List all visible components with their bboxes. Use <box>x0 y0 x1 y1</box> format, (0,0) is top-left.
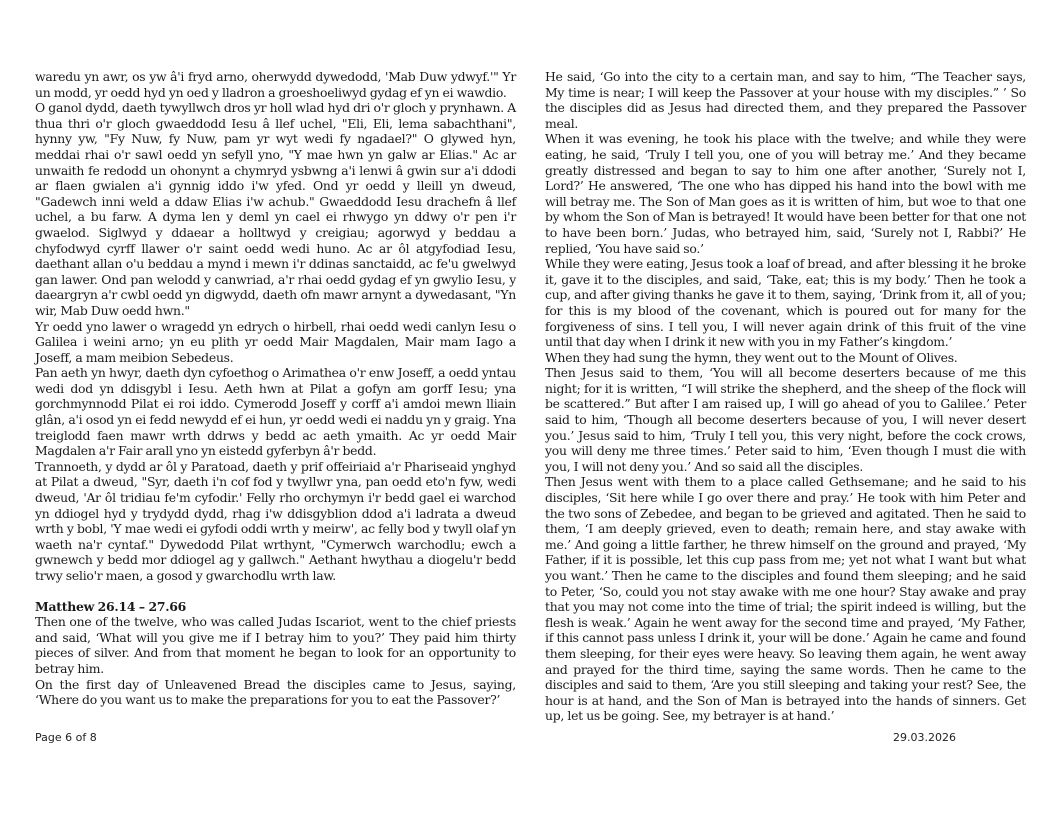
welsh-paragraph: Yr oedd yno lawer o wragedd yn edrych o hirbell, rhai oedd wedi canlyn Iesu o Galilea i weini arno; yn eu plith yr oedd Mair Magdalen, Mair mam Iago a Joseff, a mam meibion Sebedeus. <box>35 318 516 365</box>
footer-date: 29.03.2026 <box>893 731 956 744</box>
english-paragraph: Then Jesus went with them to a place called Gethsemane; and he said to his disciples, ‘Sit here while I go over there and pray.’ He took with him Peter and the two sons of Zebedee, and began to be grieved and agitated. Then he said to them, ‘I am deeply grieved, even to death; remain here, and stay awake with me.’ And going a little farther, he threw himself on the ground and prayed, ‘My Father, if it is possible, let this cup pass from me; yet not what I want but what you want.’ Then he came to the disciples and found them sleeping; and he said to Peter, ‘So, could you not stay awake with me one hour? Stay awake and pray that you may not come into the time of trial; the spirit indeed is willing, but the flesh is weak.’ Again he went away for the second time and prayed, ‘My Father, if this cannot pass unless I drink it, your will be done.’ Again he came and found them sleeping, for their eyes were heavy. So leaving them again, he went away and prayed for the third time, saying the same words. Then he came to the disciples and said to them, ‘Are you still sleeping and taking your rest? See, the hour is at hand, and the Son of Man is betrayed into the hands of sinners. Get up, let us be going. See, my betrayer is at hand.’ <box>545 474 1026 724</box>
welsh-paragraph: O ganol dydd, daeth tywyllwch dros yr holl wlad hyd dri o'r gloch y prynhawn. A thua thri o'r gloch gwaeddodd Iesu â llef uchel, "Eli, Eli, lema sabachthani", hynny yw, "Fy Nuw, fy Nuw, pam yr wyt wedi fy ngadael?" O glywed hyn, meddai rhai o'r sawl oedd yn sefyll yno, "Y mae hwn yn galw ar Elias." Ac ar unwaith fe redodd un ohonynt a chymryd ysbwng a'i lenwi â gwin sur a'i ddodi ar flaen gwialen a'i gynnig iddo i'w yfed. Ond yr oedd y lleill yn dweud, "Gadewch inni weld a ddaw Elias i'w achub." Gwaeddodd Iesu drachefn â llef uchel, a bu farw. A dyma len y deml yn cael ei rhwygo yn ddwy o'r pen i'r gwaelod. Siglwyd y ddaear a holltwyd y creigiau; agorwyd y beddau a chyfodwyd cyrff llawer o'r saint oedd wedi huno. Ac ar ôl atgyfodiad Iesu, daethant allan o'u beddau a mynd i mewn i'r ddinas sanctaidd, ac fe'u gwelwyd gan lawer. Ond pan welodd y canwriad, a'r rhai oedd gydag ef yn gwylio Iesu, y daeargryn a'r cwbl oedd yn digwydd, daeth ofn mawr arnynt a dywedasant, "Yn wir, Mab Duw oedd hwn." <box>35 100 516 318</box>
welsh-paragraph: Pan aeth yn hwyr, daeth dyn cyfoethog o Arimathea o'r enw Joseff, a oedd yntau wedi dod yn ddisgybl i Iesu. Aeth hwn at Pilat a gofyn am gorff Iesu; yna gorchmynnodd Pilat ei roi iddo. Cymerodd Joseff y corff a'i amdoi mewn lliain glân, a'i osod yn ei fedd newydd ef ei hun, yr oedd wedi ei naddu yn y graig. Yna treiglodd faen mawr wrth ddrws y bedd ac aeth ymaith. Ac yr oedd Mair Magdalen a'r Fair arall yno yn eistedd gyferbyn â'r bedd. <box>35 365 516 459</box>
passage-heading: Matthew 26.14 – 27.66 <box>35 598 187 614</box>
english-paragraph: On the first day of Unleavened Bread the disciples came to Jesus, saying, ‘Where do you want us to make the preparations for you to eat the Passover?’ <box>35 676 516 708</box>
english-paragraph: When they had sung the hymn, they went out to the Mount of Olives. <box>545 349 958 365</box>
english-paragraph: Then Jesus said to them, ‘You will all become deserters because of me this night; for it is written, “I will strike the shepherd, and the sheep of the flock will be scattered.” But after I am raised up, I will go ahead of you to Galilee.’ Peter said to him, ‘Though all become deserters because of you, I will never desert you.’ Jesus said to him, ‘Truly I tell you, this very night, before the cock crows, you will deny me three times.’ Peter said to him, ‘Even though I must die with you, I will not deny you.’ And so said all the disciples. <box>545 365 1026 474</box>
english-paragraph: Then one of the twelve, who was called Judas Iscariot, went to the chief priests and said, ‘What will you give me if I betray him to you?’ They paid him thirty pieces of silver. And from that moment he began to look for an opportunity to betray him. <box>35 614 516 676</box>
right-text-column <box>545 69 1026 724</box>
welsh-paragraph: Trannoeth, y dydd ar ôl y Paratoad, daeth y prif offeiriaid a'r Phariseaid ynghyd at Pilat a dweud, "Syr, daeth i'n cof fod y twyllwr yna, pan oedd eto'n fyw, wedi dweud, 'Ar ôl tridiau fe'm cyfodir.' Felly rho orchymyn i'r bedd gael ei warchod yn ddiogel hyd y trydydd dydd, rhag i'w ddisgyblion ddod a'i ladrata a dweud wrth y bobl, 'Y mae wedi ei gyfodi oddi wrth y meirw', ac felly bod y twyll olaf yn waeth na'r cyntaf." Dywedodd Pilat wrthynt, "Cymerwch warchodlu; ewch a gwnewch y bedd mor ddiogel ag y gallwch." Aethant hwythau a diogelu'r bedd trwy selio'r maen, a gosod y gwarchodlu wrth law. <box>35 458 516 583</box>
page-number: Page 6 of 8 <box>35 731 97 744</box>
english-paragraph: He said, ‘Go into the city to a certain man, and say to him, “The Teacher says, My time is near; I will keep the Passover at your house with my disciples.” ’ So the disciples did as Jesus had directed them, and they prepared the Passover meal. <box>545 69 1026 131</box>
welsh-paragraph: waredu yn awr, os yw â'i fryd arno, oherwydd dywedodd, 'Mab Duw ydwyf.'" Yr un modd, yr oedd hyd yn oed y lladron a groeshoeliwyd gydag ef yn ei wawdio. <box>35 69 516 100</box>
english-paragraph: When it was evening, he took his place with the twelve; and while they were eating, he said, ‘Truly I tell you, one of you will betray me.’ And they became greatly distressed and began to say to him one after another, ‘Surely not I, Lord?’ He answered, ‘The one who has dipped his hand into the bowl with me will betray me. The Son of Man goes as it is written of him, but woe to that one by whom the Son of Man is betrayed! It would have been better for that one not to have been born.’ Judas, who betrayed him, said, ‘Surely not I, Rabbi?’ He replied, ‘You have said so.’ <box>545 131 1026 256</box>
english-paragraph: While they were eating, Jesus took a loaf of bread, and after blessing it he broke it, gave it to the disciples, and said, ‘Take, eat; this is my body.’ Then he took a cup, and after giving thanks he gave it to them, saying, ‘Drink from it, all of you; for this is my blood of the covenant, which is poured out for many for the forgiveness of sins. I tell you, I will never again drink of this fruit of the vine until that day when I drink it new with you in my Father’s kingdom.’ <box>545 256 1026 350</box>
left-text-column <box>35 69 516 708</box>
